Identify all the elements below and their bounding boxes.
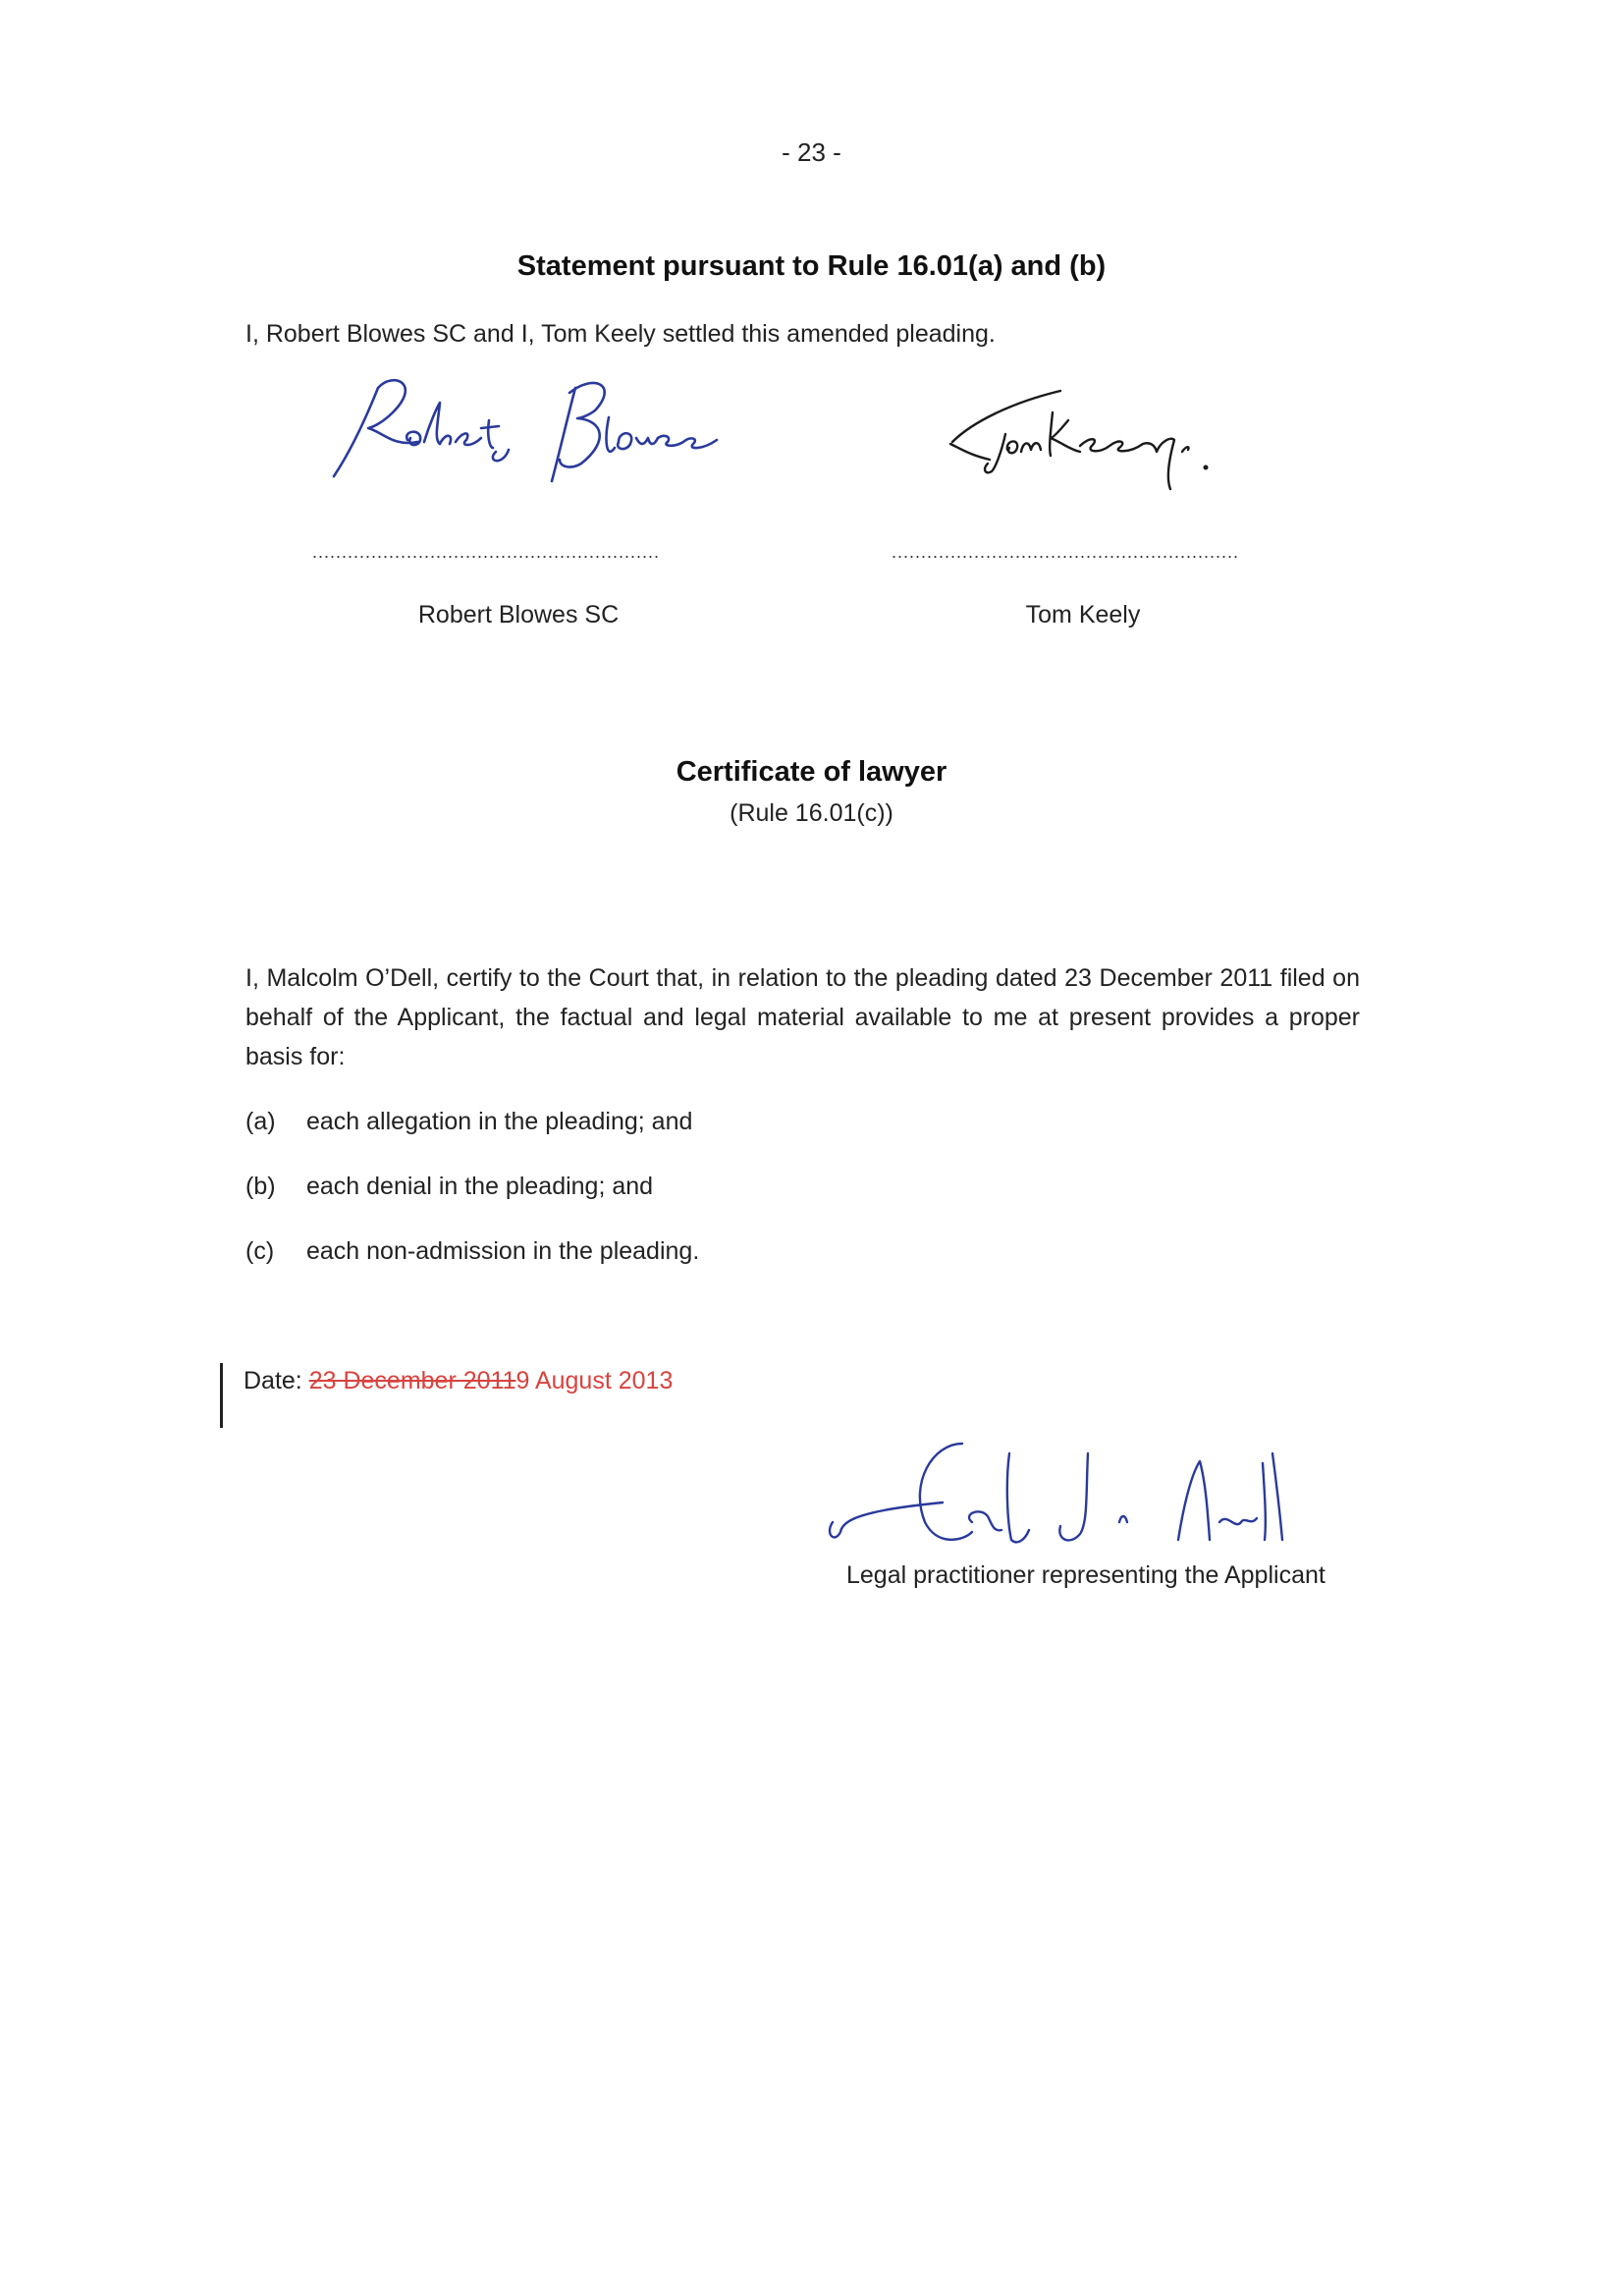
- statement-heading: Statement pursuant to Rule 16.01(a) and (b): [516, 250, 1107, 282]
- list-item-text: each allegation in the pleading; and: [306, 1108, 693, 1135]
- signature-period-icon: [1204, 465, 1209, 470]
- tom-keely-name: Tom Keely: [1025, 601, 1141, 629]
- list-item: [245, 1108, 692, 1136]
- list-item-text: each denial in the pleading; and: [306, 1173, 654, 1200]
- robert-blowes-name: Robert Blowes SC: [417, 601, 620, 629]
- list-item-label: (b): [245, 1173, 276, 1200]
- date-label: Date:: [243, 1367, 309, 1394]
- tom-keely-signature: [943, 373, 1267, 511]
- certificate-date: [243, 1367, 673, 1395]
- malcolm-odell-signature: [815, 1424, 1345, 1571]
- list-item-text: each non-admission in the pleading.: [306, 1237, 700, 1265]
- certificate-text: I, Malcolm O’Dell, certify to the Court that, in relation to the pleading dated 23 December 2011 filed on behalf of the Applicant, the factual and legal material available to me at present provides a proper basis for:: [245, 964, 1360, 1070]
- list-item: [245, 1173, 653, 1201]
- signature-caption: Legal practitioner representing the Applicant: [846, 1561, 1325, 1589]
- list-item-label: (a): [245, 1108, 276, 1135]
- robert-blowes-signature: [324, 373, 736, 491]
- statement-text: I, Robert Blowes SC and I, Tom Keely settled this amended pleading.: [245, 320, 996, 348]
- change-bar: [220, 1363, 223, 1428]
- list-item-label: (c): [245, 1237, 275, 1265]
- certificate-subheading: (Rule 16.01(c)): [730, 799, 893, 827]
- robert-blowes-signature-line: ...........................................................: [312, 542, 661, 562]
- page-number: - 23 -: [782, 137, 841, 167]
- tom-keely-signature-line: ...........................................................: [892, 542, 1240, 562]
- date-deleted-text: 23 December 2011: [308, 1367, 516, 1394]
- list-item: [245, 1237, 699, 1266]
- date-inserted-text: 9 August 2013: [515, 1367, 674, 1394]
- certificate-heading: Certificate of lawyer: [676, 756, 947, 788]
